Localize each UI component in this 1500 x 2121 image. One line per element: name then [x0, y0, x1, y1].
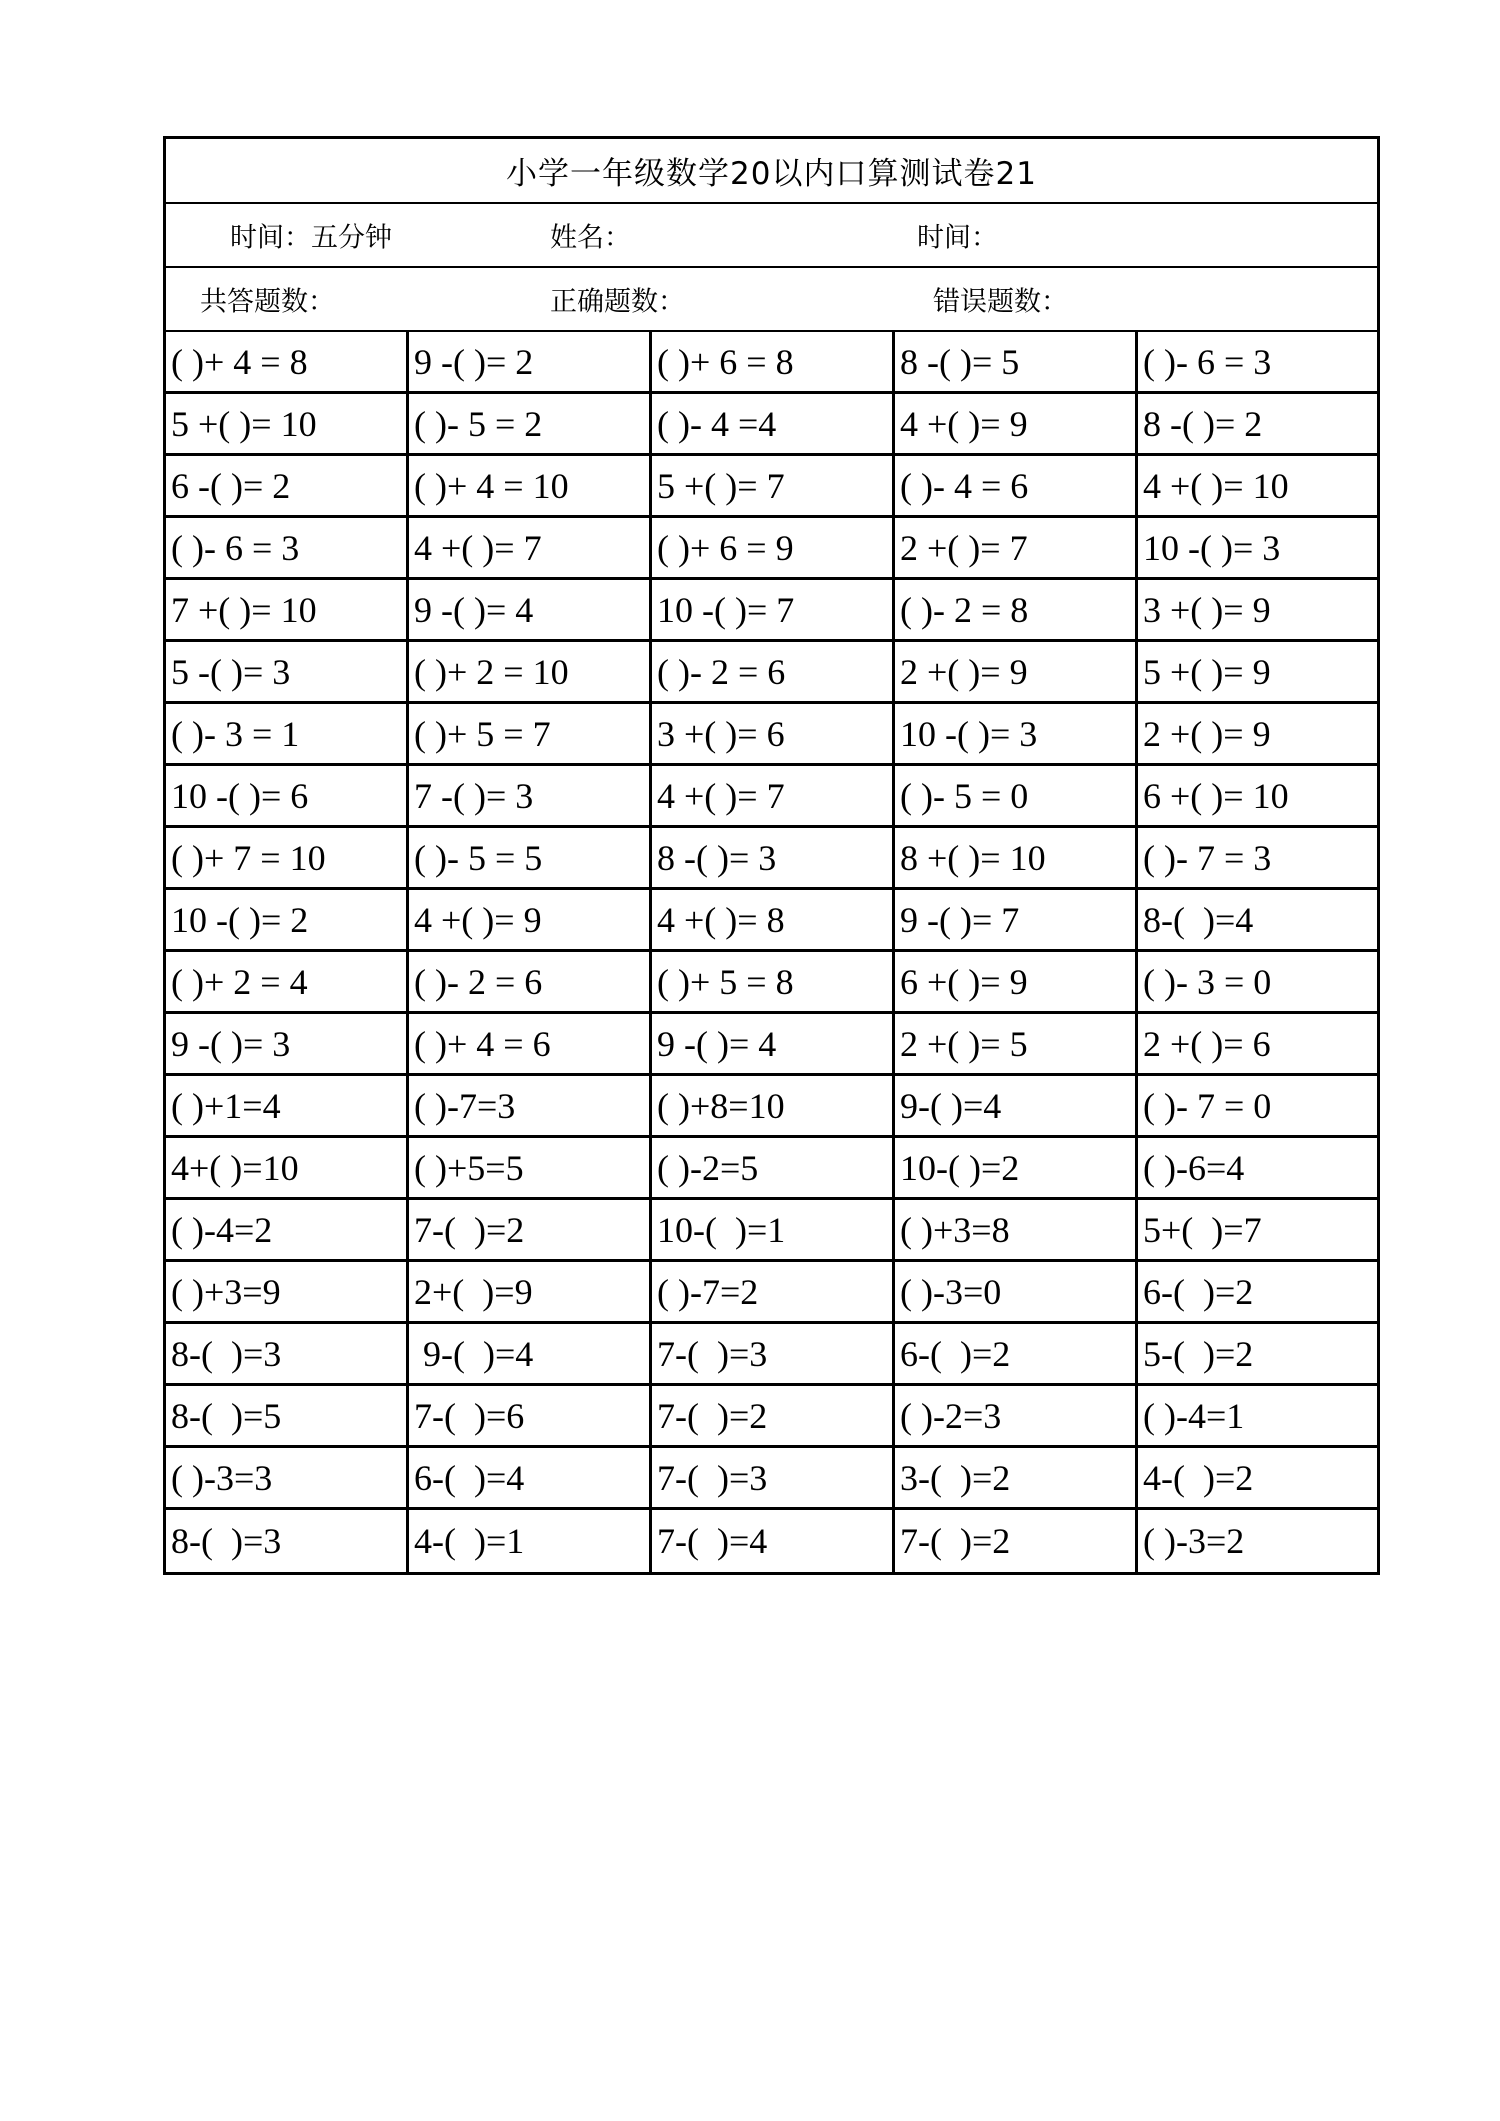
problem-cell: 9-( )=4	[409, 1324, 652, 1386]
problem-cell: ( )- 5 = 0	[895, 766, 1138, 828]
problem-cell: 5 +( )= 7	[652, 456, 895, 518]
problem-cell: 2 +( )= 7	[895, 518, 1138, 580]
problem-cell: ( )-3=0	[895, 1262, 1138, 1324]
problem-cell: ( )- 6 = 3	[166, 518, 409, 580]
problem-cell: 10 -( )= 7	[652, 580, 895, 642]
problem-cell: 4-( )=1	[409, 1510, 652, 1572]
problem-cell: 9-( )=4	[895, 1076, 1138, 1138]
problem-cell: 3 +( )= 9	[1138, 580, 1377, 642]
problem-cell: 9 -( )= 4	[652, 1014, 895, 1076]
problem-cell: 6 -( )= 2	[166, 456, 409, 518]
problem-cell: 7-( )=2	[895, 1510, 1138, 1572]
problem-cell: 9 -( )= 7	[895, 890, 1138, 952]
problem-cell: ( )+ 2 = 4	[166, 952, 409, 1014]
problem-cell: 7 -( )= 3	[409, 766, 652, 828]
problem-cell: 8 -( )= 2	[1138, 394, 1377, 456]
problem-cell: 9 -( )= 3	[166, 1014, 409, 1076]
problem-cell: ( )- 5 = 2	[409, 394, 652, 456]
problem-cell: 4 +( )= 7	[652, 766, 895, 828]
problem-cell: ( )-2=5	[652, 1138, 895, 1200]
problem-cell: ( )-7=2	[652, 1262, 895, 1324]
problem-cell: 8-( )=3	[166, 1324, 409, 1386]
problem-cell: 10-( )=2	[895, 1138, 1138, 1200]
problem-cell: ( )+ 4 = 10	[409, 456, 652, 518]
info-row-time-name	[166, 204, 1377, 268]
problem-cell: 6 +( )= 10	[1138, 766, 1377, 828]
problem-cell: 3 +( )= 6	[652, 704, 895, 766]
problem-cell: 2 +( )= 5	[895, 1014, 1138, 1076]
problem-cell: ( )-7=3	[409, 1076, 652, 1138]
problem-cell: 8 +( )= 10	[895, 828, 1138, 890]
problem-cell: ( )- 7 = 0	[1138, 1076, 1377, 1138]
problem-cell: 2 +( )= 9	[895, 642, 1138, 704]
problem-cell: 7-( )=4	[652, 1510, 895, 1572]
problem-cell: 5 -( )= 3	[166, 642, 409, 704]
problem-cell: 8-( )=5	[166, 1386, 409, 1448]
problem-cell: ( )- 6 = 3	[1138, 332, 1377, 394]
problem-cell: 10 -( )= 3	[895, 704, 1138, 766]
problem-cell: 4 +( )= 10	[1138, 456, 1377, 518]
problem-cell: 5-( )=2	[1138, 1324, 1377, 1386]
problem-cell: ( )- 3 = 1	[166, 704, 409, 766]
problem-cell: 8 -( )= 3	[652, 828, 895, 890]
problem-cell: ( )+ 2 = 10	[409, 642, 652, 704]
problem-cell: 8-( )=4	[1138, 890, 1377, 952]
problem-cell: ( )+ 6 = 9	[652, 518, 895, 580]
problem-cell: ( )+ 7 = 10	[166, 828, 409, 890]
problem-cell: ( )+ 4 = 6	[409, 1014, 652, 1076]
problem-cell: 3-( )=2	[895, 1448, 1138, 1510]
problem-cell: ( )+ 5 = 7	[409, 704, 652, 766]
problem-cell: ( )+1=4	[166, 1076, 409, 1138]
problem-cell: ( )- 4 =4	[652, 394, 895, 456]
problem-cell: 5 +( )= 10	[166, 394, 409, 456]
problem-cell: 4 +( )= 9	[409, 890, 652, 952]
problem-cell: 4+( )=10	[166, 1138, 409, 1200]
problem-cell: 6-( )=4	[409, 1448, 652, 1510]
time-label: 时间：	[917, 222, 998, 254]
problem-cell: 4-( )=2	[1138, 1448, 1377, 1510]
problem-cell: ( )-2=3	[895, 1386, 1138, 1448]
problem-cell: ( )-3=3	[166, 1448, 409, 1510]
problem-cell: ( )+3=8	[895, 1200, 1138, 1262]
problem-cell: ( )- 4 = 6	[895, 456, 1138, 518]
problem-cell: ( )- 2 = 8	[895, 580, 1138, 642]
info-row-scores	[166, 268, 1377, 332]
problem-cell: 10-( )=1	[652, 1200, 895, 1262]
test-sheet	[163, 136, 1380, 1575]
problem-cell: ( )+3=9	[166, 1262, 409, 1324]
problem-cell: 10 -( )= 6	[166, 766, 409, 828]
problem-cell: 6 +( )= 9	[895, 952, 1138, 1014]
problem-cell: ( )-4=1	[1138, 1386, 1377, 1448]
problem-cell: 4 +( )= 9	[895, 394, 1138, 456]
problem-cell: ( )- 7 = 3	[1138, 828, 1377, 890]
time-limit-label: 时间：五分钟	[230, 222, 392, 254]
problem-cell: 4 +( )= 7	[409, 518, 652, 580]
problem-cell: ( )- 3 = 0	[1138, 952, 1377, 1014]
problem-cell: 8-( )=3	[166, 1510, 409, 1572]
problem-cell: ( )-4=2	[166, 1200, 409, 1262]
problem-cell: 7 +( )= 10	[166, 580, 409, 642]
problem-cell: 2+( )=9	[409, 1262, 652, 1324]
problem-cell: ( )+5=5	[409, 1138, 652, 1200]
problem-cell: 10 -( )= 3	[1138, 518, 1377, 580]
problem-cell: ( )- 2 = 6	[409, 952, 652, 1014]
correct-count-label: 正确题数：	[550, 286, 685, 318]
problem-cell: 2 +( )= 9	[1138, 704, 1377, 766]
problem-cell: ( )+8=10	[652, 1076, 895, 1138]
problem-cell: 9 -( )= 4	[409, 580, 652, 642]
problem-cell: 4 +( )= 8	[652, 890, 895, 952]
page-title: 小学一年级数学20以内口算测试卷21	[166, 139, 1377, 204]
name-label: 姓名：	[550, 222, 631, 254]
problem-cell: 7-( )=3	[652, 1448, 895, 1510]
problem-cell: 7-( )=2	[409, 1200, 652, 1262]
problem-cell: 9 -( )= 2	[409, 332, 652, 394]
problem-cell: 7-( )=6	[409, 1386, 652, 1448]
problem-cell: 8 -( )= 5	[895, 332, 1138, 394]
problem-cell: ( )- 5 = 5	[409, 828, 652, 890]
problem-cell: 5+( )=7	[1138, 1200, 1377, 1262]
total-answered-label: 共答题数：	[200, 286, 335, 318]
problem-cell: ( )+ 5 = 8	[652, 952, 895, 1014]
problem-cell: ( )-6=4	[1138, 1138, 1377, 1200]
problem-cell: 6-( )=2	[1138, 1262, 1377, 1324]
problem-cell: ( )+ 6 = 8	[652, 332, 895, 394]
problem-cell: 5 +( )= 9	[1138, 642, 1377, 704]
problem-grid	[166, 332, 1377, 1572]
wrong-count-label: 错误题数：	[933, 286, 1068, 318]
problem-cell: ( )-3=2	[1143, 1521, 1245, 1561]
problem-cell: 7-( )=2	[652, 1386, 895, 1448]
problem-cell: 2 +( )= 6	[1138, 1014, 1377, 1076]
problem-cell: ( )- 2 = 6	[652, 642, 895, 704]
problem-cell: 6-( )=2	[895, 1324, 1138, 1386]
problem-cell: ( )+ 4 = 8	[166, 332, 409, 394]
problem-cell: 7-( )=3	[652, 1324, 895, 1386]
problem-cell: 10 -( )= 2	[166, 890, 409, 952]
